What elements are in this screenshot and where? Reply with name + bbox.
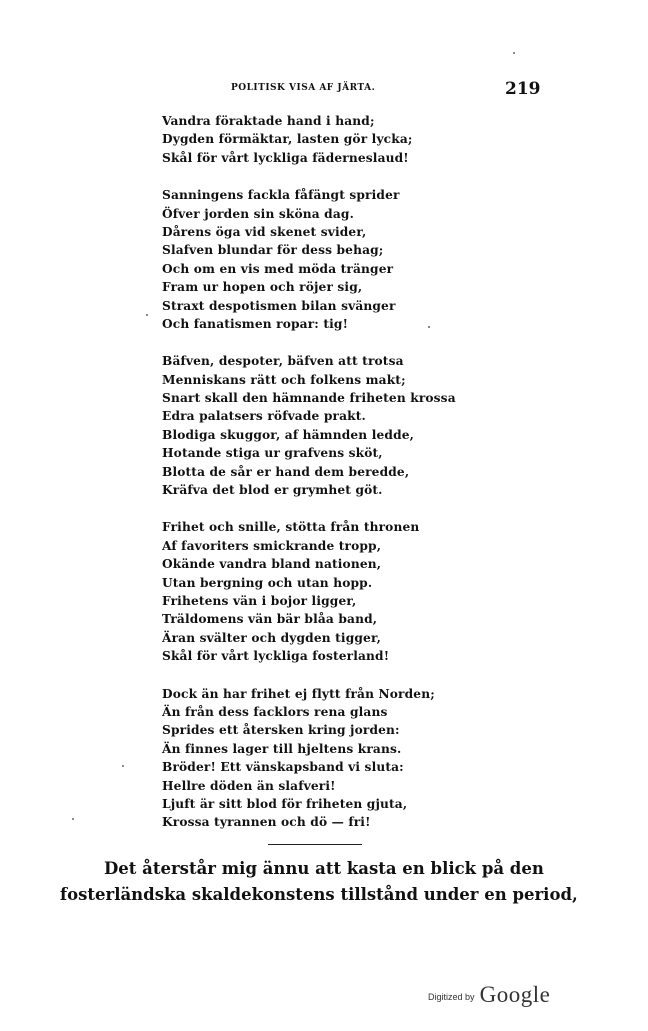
stanza-1	[162, 112, 562, 167]
verse-line: Ljuft är sitt blod för friheten gjuta,	[162, 796, 408, 811]
verse-line: Öfver jorden sin sköna dag.	[162, 206, 354, 221]
verse-line: Snart skall den hämnande friheten krossa	[162, 391, 456, 406]
verse-line: Blodiga skuggor, af hämnden ledde,	[162, 427, 415, 442]
verse-line: Dygden förmäktar, lasten gör lycka;	[162, 132, 413, 147]
verse-line: Än från dess facklors rena glans	[162, 704, 388, 719]
scan-speck	[122, 765, 124, 767]
verse-line: Frihetens vän i bojor ligger,	[162, 593, 357, 608]
prose-line: Det återstår mig ännu att kasta en blick på den	[104, 859, 544, 878]
verse-line: Än finnes lager till hjeltens krans.	[162, 741, 402, 756]
page-number: 219	[505, 79, 541, 99]
verse-line: Och om en vis med möda tränger	[162, 261, 394, 276]
verse-line: Kräfva det blod er grymhet göt.	[162, 483, 383, 498]
digitized-by-watermark	[428, 982, 550, 1008]
verse-line: Och fanatismen ropar: tig!	[162, 316, 349, 331]
verse-line: Äran svälter och dygden tigger,	[162, 630, 382, 645]
scan-speck	[428, 326, 430, 328]
verse-line: Bäfven, despoter, bäfven att trotsa	[162, 354, 404, 369]
verse-line: Menniskans rätt och folkens makt;	[162, 372, 406, 387]
running-head	[0, 79, 648, 101]
verse-line: Af favoriters smickrande tropp,	[162, 538, 382, 553]
stanza-2	[162, 186, 562, 333]
verse-line: Sanningens fackla fåfängt sprider	[162, 188, 400, 203]
running-title: POLITISK VISA AF JÄRTA.	[231, 83, 376, 93]
verse-line: Fram ur hopen och röjer sig,	[162, 280, 363, 295]
verse-line: Straxt despotismen bilan svänger	[162, 298, 396, 313]
verse-line: Bröder! Ett vänskapsband vi sluta:	[162, 760, 404, 775]
watermark-brand: Google	[479, 982, 551, 1007]
verse-line: Skål för vårt lyckliga fäderneslaud!	[162, 150, 409, 165]
verse-line: Krossa tyrannen och dö — fri!	[162, 815, 371, 830]
verse-line: Sprides ett återsken kring jorden:	[162, 723, 400, 738]
scan-speck	[146, 314, 148, 316]
verse-line: Hellre döden än slafveri!	[162, 778, 336, 793]
verse-line: Frihet och snille, stötta från thronen	[162, 520, 420, 535]
verse-line: Vandra föraktade hand i hand;	[162, 114, 375, 128]
scan-speck	[72, 818, 74, 820]
verse-line: Hotande stiga ur grafvens sköt,	[162, 446, 383, 461]
prose-paragraph	[60, 856, 580, 908]
stanza-3	[162, 352, 562, 499]
stanza-4	[162, 518, 562, 665]
verse-line: Edra palatsers röfvade prakt.	[162, 409, 366, 424]
verse-line: Blotta de sår er hand dem beredde,	[162, 464, 410, 479]
verse-line: Slafven blundar för dess behag;	[162, 243, 384, 258]
verse-line: Okände vandra bland nationen,	[162, 557, 382, 572]
section-divider	[268, 844, 362, 845]
verse-line: Dårens öga vid skenet svider,	[162, 224, 367, 239]
verse-line: Dock än har frihet ej flytt från Norden;	[162, 686, 435, 701]
verse-line: Utan bergning och utan hopp.	[162, 575, 373, 590]
prose-line: fosterländska skaldekonstens tillstånd under en period,	[60, 885, 578, 904]
stanza-5	[162, 685, 562, 832]
poem	[162, 112, 562, 851]
verse-line: Träldomens vän bär blåa band,	[162, 612, 378, 627]
verse-line: Skål för vårt lyckliga fosterland!	[162, 649, 390, 664]
scan-speck	[513, 52, 515, 54]
watermark-prefix: Digitized by	[428, 992, 475, 1002]
